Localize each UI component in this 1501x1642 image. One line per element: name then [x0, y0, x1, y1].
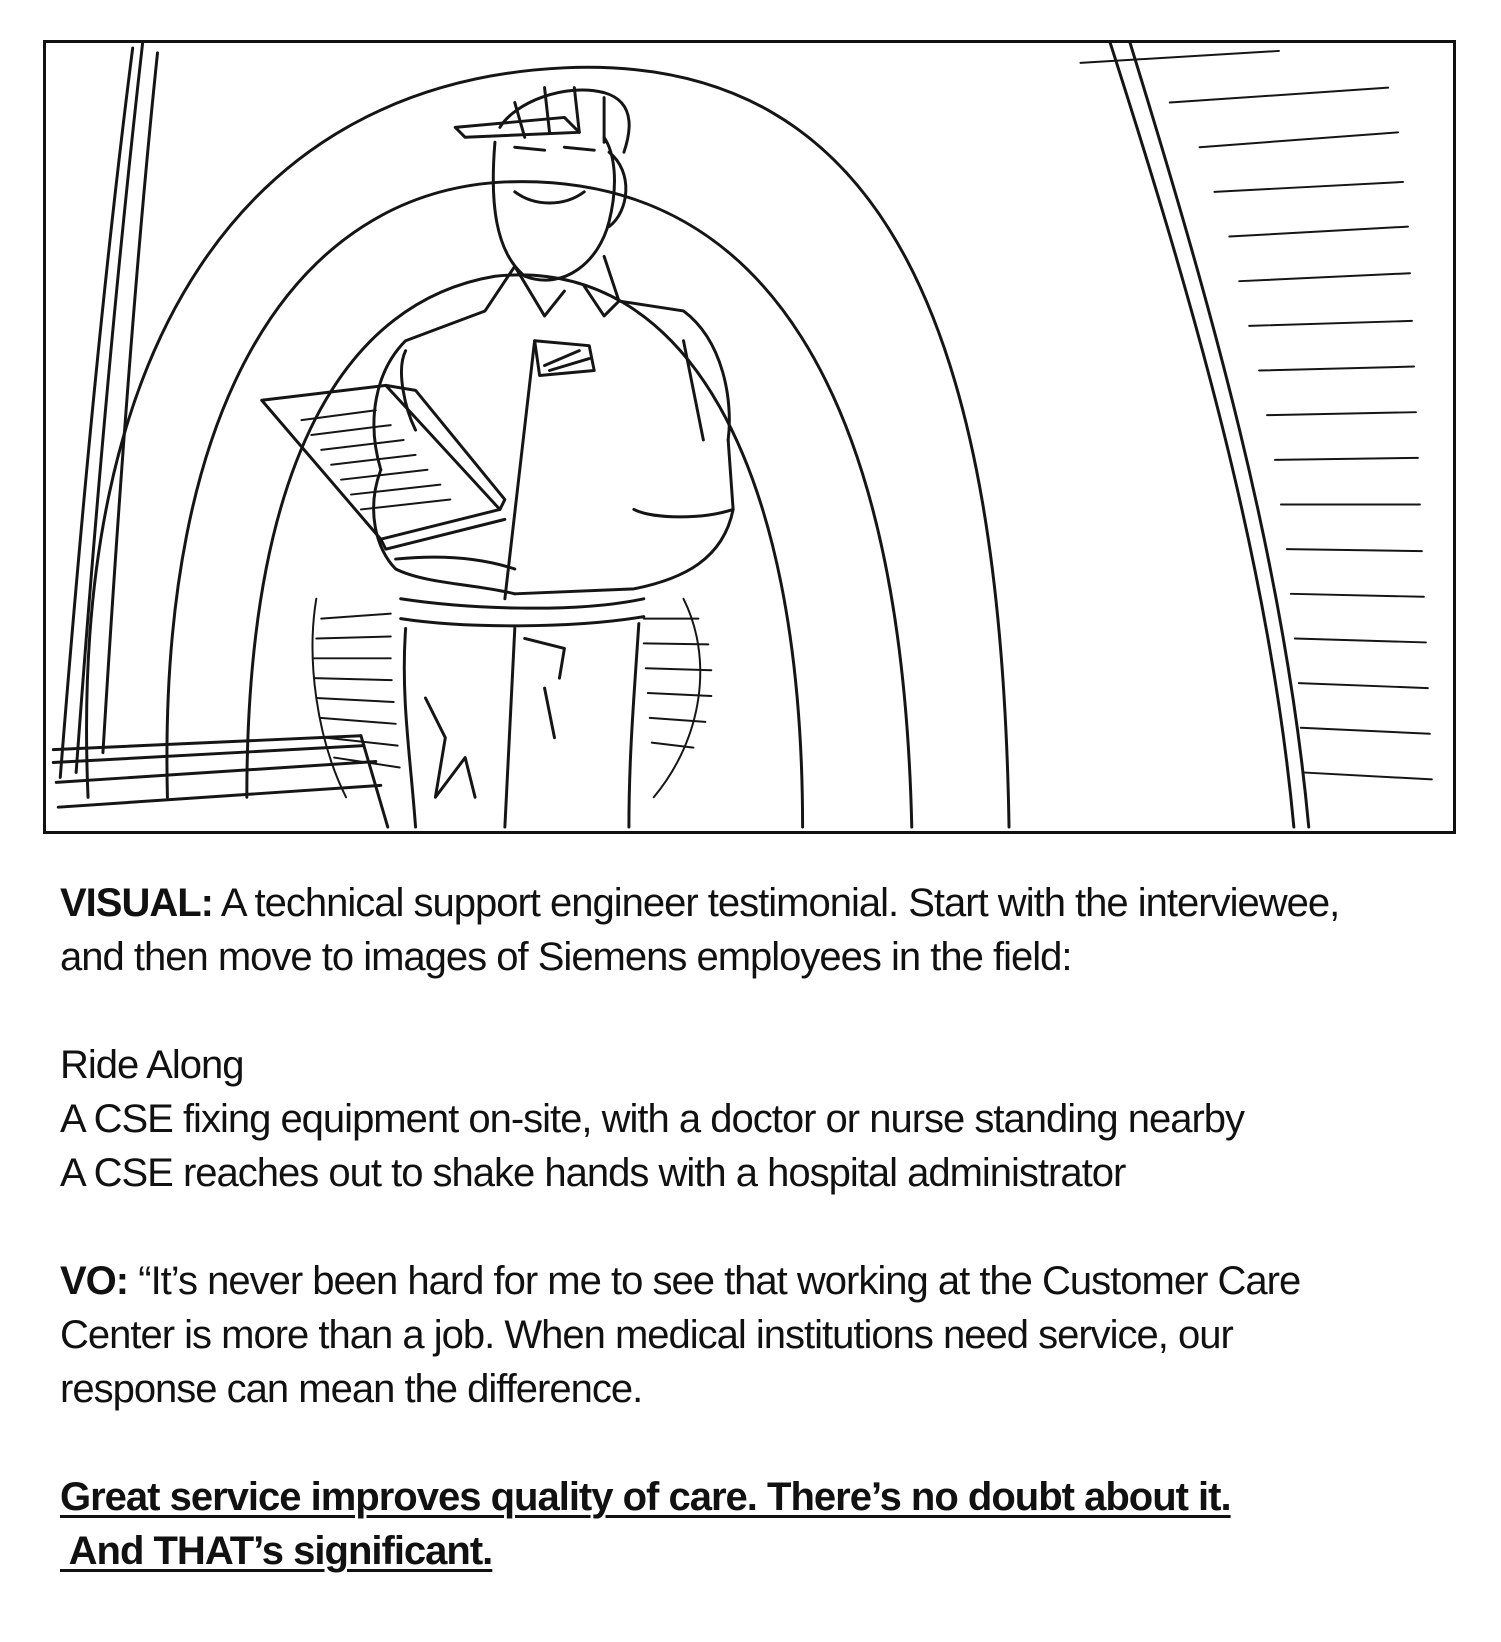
storyboard-frame: [43, 40, 1456, 834]
shot-fixing-equipment: A CSE fixing equipment on-site, with a doctor or nurse standing nearby: [60, 1097, 1245, 1141]
tagline-line-2: [60, 1524, 1450, 1578]
technician-with-clipboard-sketch: [46, 43, 1453, 831]
left-door-frame: [60, 43, 157, 777]
tagline-line-1: [60, 1470, 1450, 1524]
vo-label: VO:: [60, 1259, 129, 1303]
vo-line-3: response can mean the difference.: [60, 1367, 643, 1411]
storyboard-script: [60, 876, 1450, 1578]
shot-handshake: A CSE reaches out to shake hands with a hospital administrator: [60, 1151, 1126, 1195]
technician-arms: [374, 351, 733, 594]
clipboard: [262, 385, 505, 549]
visual-line-1: [60, 876, 1450, 930]
visual-label: VISUAL:: [60, 881, 213, 925]
shot-ride-along: Ride Along: [60, 1043, 244, 1087]
tagline-text-1: Great service improves quality of care. There’s no doubt about it.: [60, 1475, 1231, 1519]
arches: [87, 67, 1009, 827]
technician-pants: [401, 599, 644, 827]
vo-line-2: Center is more than a job. When medical institutions need service, our: [60, 1313, 1233, 1357]
vo-line-1: [60, 1254, 1450, 1308]
technician-shirt: [374, 256, 733, 598]
tagline-text-2: And THAT’s significant.: [60, 1529, 493, 1573]
vo-text-1: “It’s never been hard for me to see that working at the Customer Care: [138, 1259, 1301, 1303]
visual-line-2: and then move to images of Siemens employees in the field:: [60, 935, 1072, 979]
visual-text-1: A technical support engineer testimonial. Start with the interviewee,: [220, 881, 1340, 925]
right-wall: [1080, 43, 1431, 827]
